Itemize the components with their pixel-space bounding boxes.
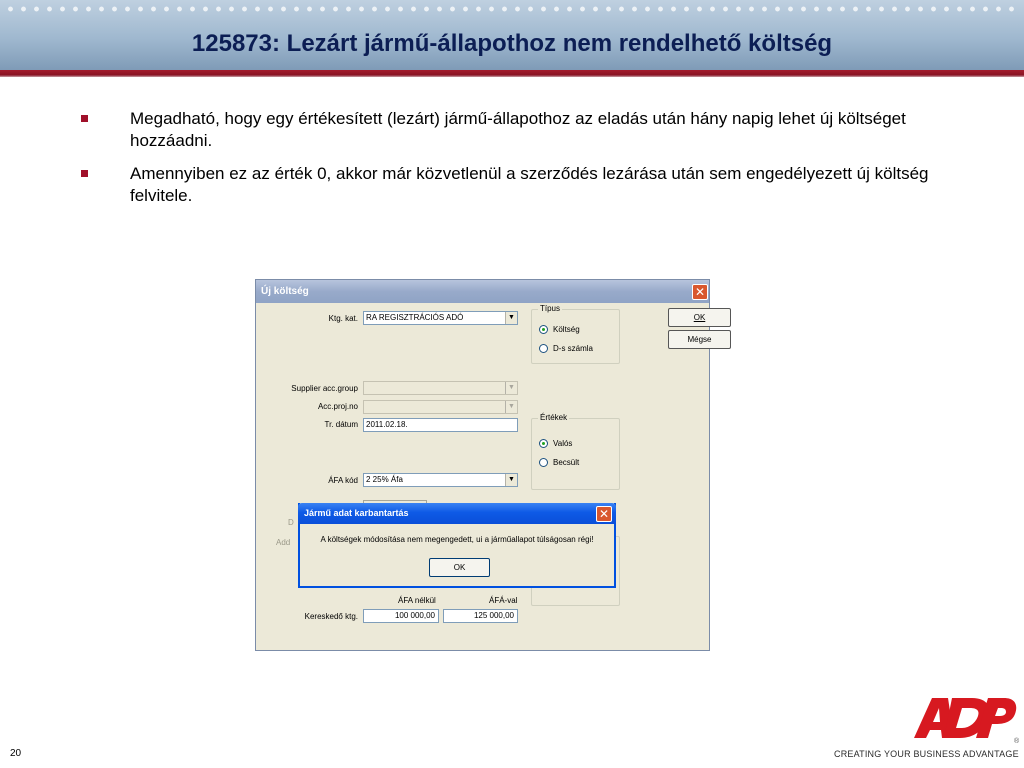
tipus-group — [531, 304, 620, 364]
radio-label: Valós — [553, 439, 573, 448]
radio-valos[interactable] — [539, 439, 572, 448]
afa-nelkul-header: ÁFA nélkül — [398, 596, 436, 605]
bullet-text: Amennyiben ez az érték 0, akkor már közvetlenül a szerződés lezárása után sem engedélyezett új költség felvitele. — [130, 164, 929, 205]
new-cost-dialog — [255, 279, 710, 651]
ktg-kat-select[interactable] — [363, 311, 518, 325]
chevron-down-icon[interactable]: ▼ — [505, 382, 517, 394]
radio-label: Költség — [553, 325, 580, 334]
radio-icon[interactable] — [539, 458, 548, 467]
ok-button[interactable] — [668, 308, 731, 327]
bullet-item — [80, 108, 960, 152]
header-dot-pattern — [4, 3, 1020, 15]
dialog-title: Új költség — [261, 286, 309, 297]
radio-selected-icon[interactable] — [539, 439, 548, 448]
message-ok-label: OK — [453, 563, 466, 572]
square-bullet-icon — [81, 170, 88, 177]
bullet-list — [80, 108, 960, 218]
radio-koltseg[interactable] — [539, 325, 580, 334]
message-box — [298, 503, 616, 588]
radio-ds-szamla[interactable] — [539, 344, 593, 353]
chevron-down-icon[interactable]: ▼ — [505, 401, 517, 413]
ktg-kat-label: Ktg. kat. — [328, 314, 358, 323]
radio-label: Becsült — [553, 458, 580, 467]
square-bullet-icon — [81, 115, 88, 122]
partial-label: Add — [276, 538, 291, 547]
registered-mark: ® — [1014, 738, 1020, 744]
radio-icon[interactable] — [539, 344, 548, 353]
tr-datum-field[interactable] — [363, 418, 518, 432]
adp-logo-mark — [914, 698, 1016, 738]
tr-datum-label: Tr. dátum — [324, 420, 358, 429]
message-ok-button[interactable] — [429, 558, 490, 577]
partial-label: D — [288, 518, 294, 527]
ktg-kat-value: RA REGISZTRÁCIÓS ADÓ — [366, 313, 464, 322]
kereskedo-afa-nelkul-value: 100 000,00 — [394, 611, 435, 620]
close-icon[interactable]: ✕ — [692, 284, 708, 300]
adp-logo — [908, 690, 1020, 744]
chevron-down-icon[interactable]: ▼ — [505, 474, 517, 486]
ertekek-group-title: Értékek — [540, 413, 568, 422]
slide-title: 125873: Lezárt jármű-állapothoz nem rendelhető költség — [191, 30, 833, 57]
dialog-titlebar[interactable] — [256, 280, 709, 303]
ok-button-label: OK — [693, 313, 706, 322]
tipus-group-title: Típus — [540, 304, 561, 313]
acc-proj-no-select[interactable] — [363, 400, 518, 414]
kereskedo-afa-val-field[interactable] — [443, 609, 518, 623]
cancel-button-label: Mégse — [687, 335, 712, 344]
tagline: CREATING YOUR BUSINESS ADVANTAGE — [834, 749, 1019, 759]
kereskedo-ktg-label: Kereskedő ktg. — [304, 612, 358, 621]
radio-label: D-s számla — [553, 344, 594, 353]
supplier-acc-group-label: Supplier acc.group — [291, 384, 358, 393]
chevron-down-icon[interactable]: ▼ — [505, 312, 517, 324]
radio-selected-icon[interactable] — [539, 325, 548, 334]
cancel-button[interactable] — [668, 330, 731, 349]
afa-kod-value: 2 25% Áfa — [366, 475, 403, 484]
tr-datum-value: 2011.02.18. — [366, 420, 408, 429]
header-divider — [0, 70, 1024, 77]
afa-kod-label: ÁFA kód — [328, 476, 358, 485]
bullet-text: Megadható, hogy egy értékesített (lezárt) jármű-állapothoz az eladás után hány napig lehet új költséget hozzáadni. — [130, 109, 906, 150]
close-icon[interactable]: ✕ — [596, 506, 612, 522]
acc-proj-no-label: Acc.proj.no — [317, 402, 358, 411]
bullet-item — [80, 163, 960, 207]
ertekek-group — [531, 413, 620, 490]
message-box-title: Jármű adat karbantartás — [304, 508, 409, 518]
afa-kod-select[interactable] — [363, 473, 518, 487]
supplier-acc-group-select[interactable] — [363, 381, 518, 395]
slide-header — [0, 0, 1024, 70]
message-box-titlebar[interactable] — [298, 503, 616, 524]
kereskedo-afa-val-value: 125 000,00 — [473, 611, 514, 620]
page-number: 20 — [10, 748, 22, 759]
message-text: A költségek módosítása nem megengedett, ui a járműallapot túlságosan régi! — [320, 535, 594, 544]
radio-becsult[interactable] — [539, 458, 579, 467]
afa-val-header: ÁFÁ-val — [489, 596, 518, 605]
kereskedo-afa-nelkul-field[interactable] — [363, 609, 439, 623]
